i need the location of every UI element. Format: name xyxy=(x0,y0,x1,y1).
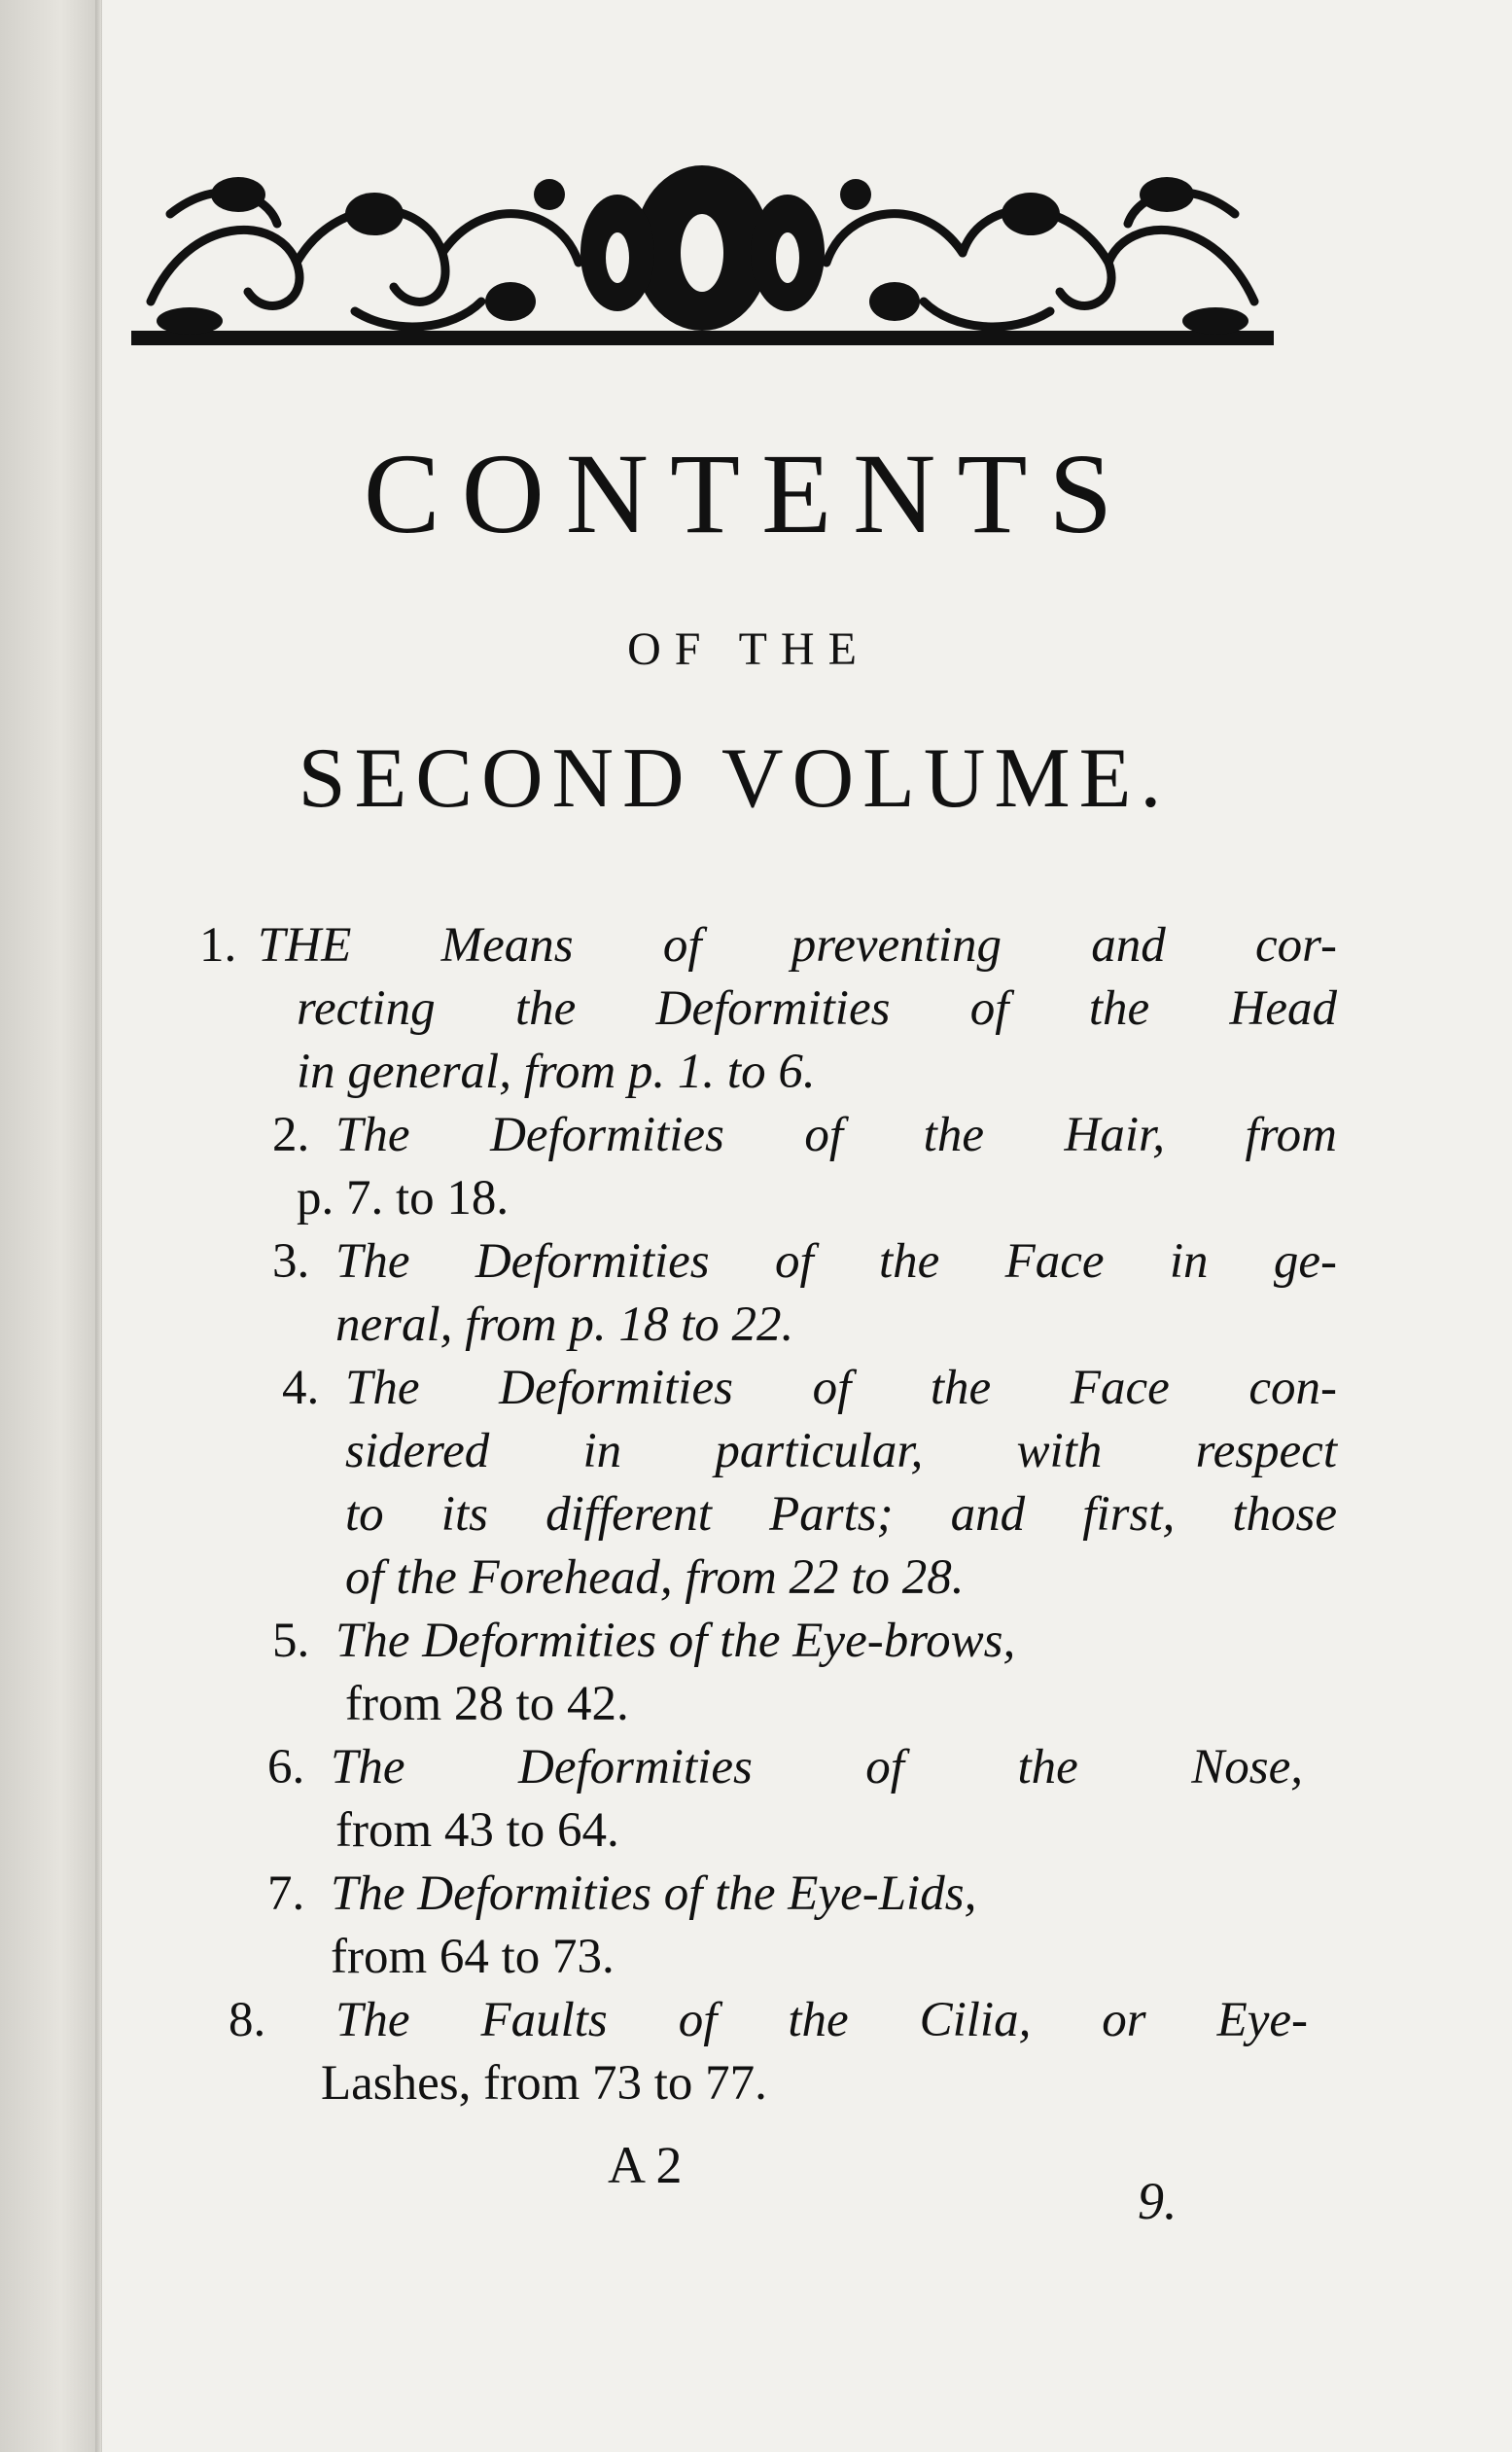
entry-number: 4. xyxy=(282,1361,320,1415)
entry-line: p. 7. to 18. xyxy=(297,1171,510,1226)
entry-line: of the Forehead, from 22 to 28. xyxy=(345,1550,965,1605)
ornamental-headpiece xyxy=(131,156,1274,345)
entry-line: in general, from p. 1. to 6. xyxy=(297,1045,816,1099)
contents-entry-6 xyxy=(156,1736,1322,1863)
entry-line: The Deformities of the Face in ge- xyxy=(335,1234,1337,1289)
contents-entry-1 xyxy=(156,914,1337,1104)
entry-line: from 28 to 42. xyxy=(345,1677,629,1731)
contents-list xyxy=(156,914,1337,2115)
contents-subtitle: OF THE xyxy=(627,623,870,675)
catchword: 9. xyxy=(1138,2172,1178,2230)
entry-line: sidered in particular, with respect xyxy=(345,1424,1337,1478)
entry-line: from 64 to 73. xyxy=(331,1930,615,1984)
entry-number: 7. xyxy=(267,1866,305,1921)
signature-mark: A 2 xyxy=(608,2136,683,2194)
volume-title: SECOND VOLUME. xyxy=(298,731,1171,826)
gutter-fold xyxy=(95,0,101,2452)
entry-number: 3. xyxy=(272,1234,310,1289)
entry-line: The Deformities of the Nose, xyxy=(331,1740,1303,1795)
contents-entry-8 xyxy=(156,1989,1322,2115)
entry-number: 5. xyxy=(272,1614,310,1668)
contents-entry-7 xyxy=(156,1863,1322,1989)
entry-number: 2. xyxy=(272,1108,310,1162)
entry-line: The Deformities of the Eye-brows, xyxy=(335,1614,1016,1668)
entry-line: recting the Deformities of the Head xyxy=(297,981,1337,1036)
contents-entry-5 xyxy=(156,1610,1322,1736)
entry-line: The Deformities of the Eye-Lids, xyxy=(331,1866,977,1921)
entry-number: 1. xyxy=(199,918,237,973)
contents-entry-3 xyxy=(156,1230,1337,1357)
book-page xyxy=(102,0,1512,2452)
entry-line: neral, from p. 18 to 22. xyxy=(335,1297,794,1352)
entry-line: Lashes, from 73 to 77. xyxy=(321,2056,767,2111)
contents-entry-2 xyxy=(156,1104,1337,1230)
entry-line: from 43 to 64. xyxy=(335,1803,619,1858)
contents-entry-4 xyxy=(156,1357,1337,1610)
book-gutter xyxy=(0,0,102,2452)
entry-number: 8. xyxy=(229,1993,266,2047)
entry-line: to its different Parts; and first, those xyxy=(345,1487,1337,1542)
entry-line: The Deformities of the Hair, from xyxy=(335,1108,1337,1162)
entry-line: The Faults of the Cilia, or Eye- xyxy=(335,1993,1308,2047)
entry-number: 6. xyxy=(267,1740,305,1795)
entry-line: THE Means of preventing and cor- xyxy=(258,918,1337,973)
entry-line: The Deformities of the Face con- xyxy=(345,1361,1337,1415)
contents-title: CONTENTS xyxy=(363,430,1135,557)
